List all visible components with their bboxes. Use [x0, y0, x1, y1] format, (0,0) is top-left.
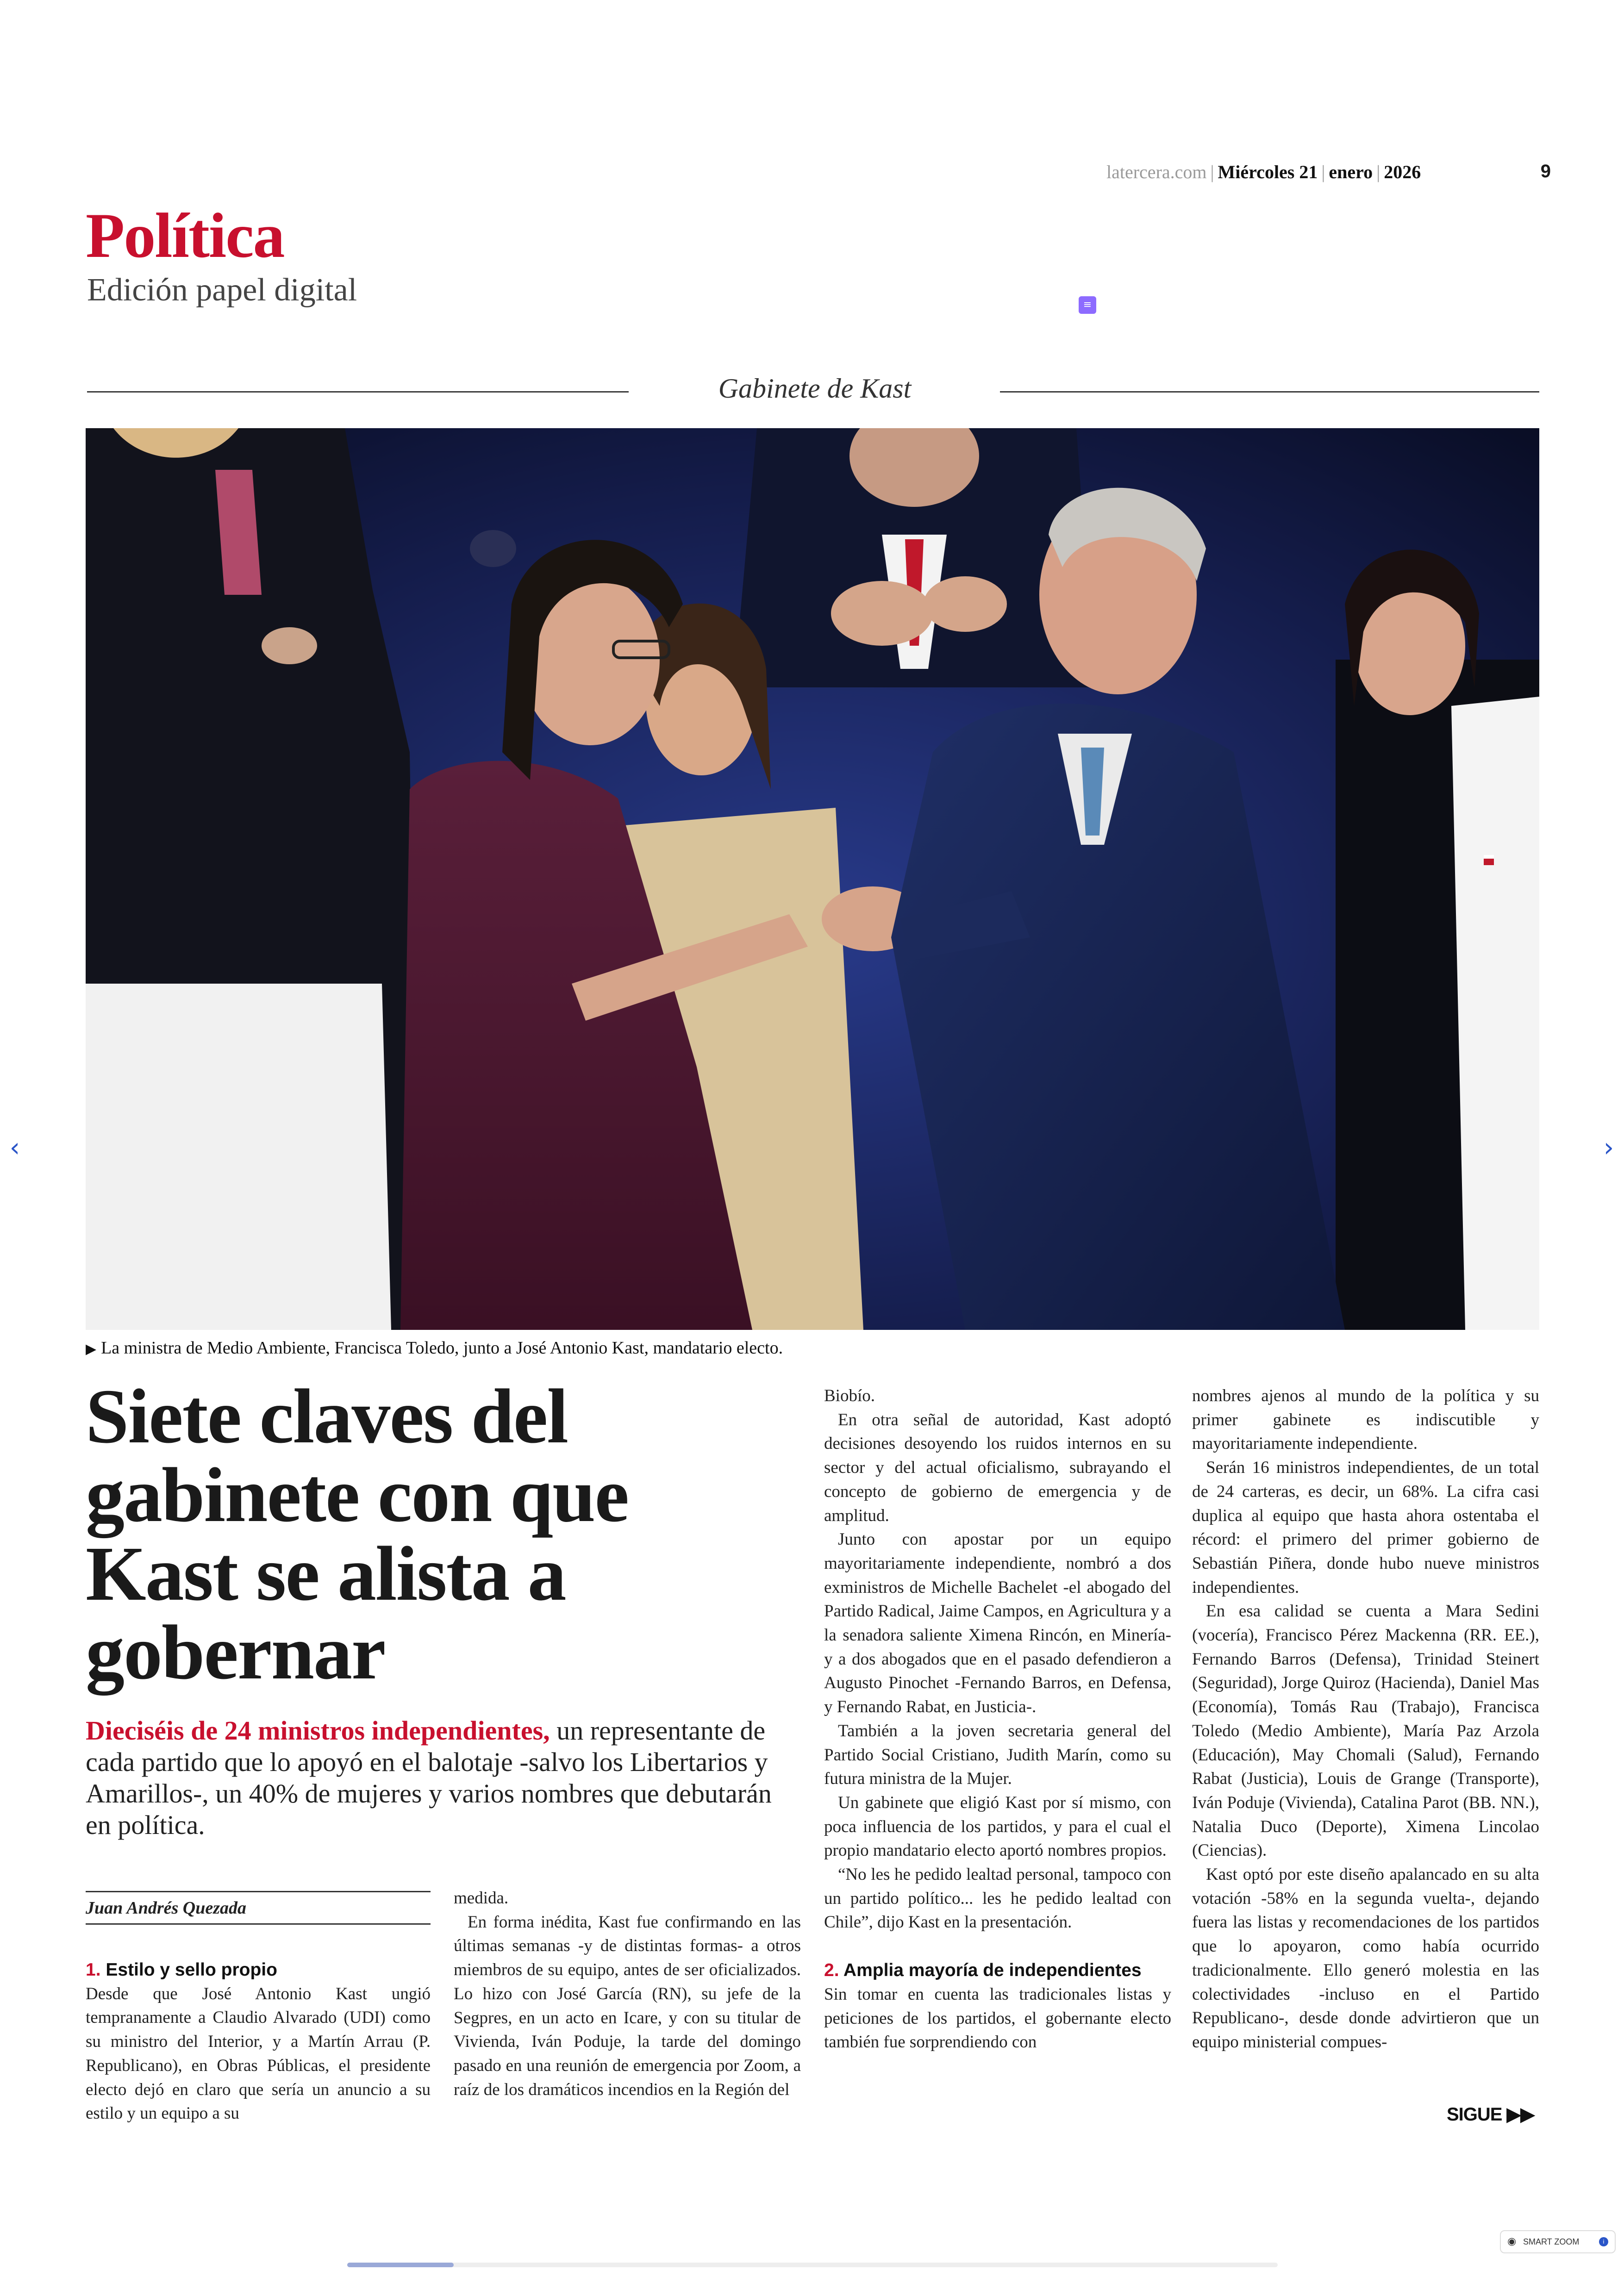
rubric: Gabinete de Kast: [718, 373, 912, 404]
paragraph: En otra señal de autoridad, Kast adoptó decisiones desoyendo los ruidos internos en su sector y del actual oficialismo, subrayando el concepto de gobierno de emergencia y de amplitud.: [824, 1410, 1171, 1525]
section-2-number: 2.: [824, 1960, 839, 1981]
section-2-title: Amplia mayoría de independientes: [839, 1960, 1142, 1981]
rubric-rule-left: [87, 391, 629, 393]
dek-text: un representante de cada partido que lo apoyó en el balotaje -salvo los Libertarios y Amarillos-, un 40% de mujeres y varios nombres que debutarán en política.: [86, 1715, 772, 1840]
page-scrollbar-track[interactable]: [347, 2263, 1278, 2267]
site-name: latercera.com: [1106, 162, 1207, 182]
paragraph: Biobío.: [824, 1386, 875, 1405]
page-scrollbar-thumb[interactable]: [347, 2263, 454, 2267]
date-month: enero: [1329, 162, 1373, 182]
paragraph: Un gabinete que eligió Kast por sí mismo, con poca influencia de los partidos, y para el cual el propio mandatario electo aportó nombres propios.: [824, 1793, 1171, 1860]
smart-zoom-button[interactable]: [1500, 2230, 1616, 2253]
date-year: 2026: [1384, 162, 1421, 182]
headline: Siete claves del gabinete con que Kast se alista a gobernar: [86, 1373, 629, 1696]
caption-text: La ministra de Medio Ambiente, Francisca Toledo, junto a José Antonio Kast, mandatario electo.: [101, 1338, 783, 1358]
section-2-heading: [824, 1958, 1171, 1983]
chevron-right-icon[interactable]: ›: [1603, 1133, 1614, 1163]
section-1-title: Estilo y sello propio: [100, 1960, 277, 1980]
rubric-rule-right: [1000, 391, 1539, 393]
section-1-number: 1.: [86, 1960, 101, 1980]
smart-zoom-label: SMART ZOOM: [1523, 2237, 1580, 2246]
text-column-1: [86, 1958, 431, 2126]
text-column-2: [454, 1886, 801, 2102]
paragraph: Kast optó por este diseño apalancado en su alta votación -58% en la segunda vuelta-, dejando fuera las listas y recomendaciones de los partidos que lo apoyaron, como había ocurrido tradicionalmente. Ello generó molestia en las colectividades -incluso en el Partido Republicano-, desde donde advirtieron que un equipo ministerial compues-: [1192, 1865, 1539, 2052]
paragraph: También a la joven secretaria general del Partido Social Cristiano, Judith Marín, como su futura ministra de la Mujer.: [824, 1721, 1171, 1789]
paragraph: Serán 16 ministros independientes, de un total de 24 carteras, es decir, un 68%. La cifra casi duplica al equipo que hasta ahora ostentaba el récord: el primero del primer gobierno de Sebastián Piñera, donde hubo nueve ministros independientes.: [1192, 1458, 1539, 1597]
byline-rule-top: [86, 1891, 431, 1892]
paragraph: nombres ajenos al mundo de la política y su primer gabinete es indiscutible y mayoritariamente independiente.: [1192, 1386, 1539, 1453]
caption-triangle-icon: ▶: [86, 1341, 97, 1357]
chevron-left-icon[interactable]: ‹: [9, 1133, 20, 1163]
section-title: Política: [86, 200, 284, 271]
continues-marker: SIGUE ▶▶: [1447, 2104, 1535, 2125]
byline: Juan Andrés Quezada: [86, 1898, 247, 1918]
paragraph: Desde que José Antonio Kast ungió tempranamente a Claudio Alvarado (UDI) como su ministro del Interior, y a Martín Arrau (P. Republicano), en Obras Públicas, el presidente electo dejó en claro que sería un anuncio a su estilo y un equipo a su: [86, 1984, 431, 2123]
article-photo: [86, 428, 1539, 1330]
section-1-heading: [86, 1958, 431, 1982]
page-widget-icon[interactable]: ≡: [1079, 296, 1096, 314]
dek: [86, 1715, 789, 1841]
page-meta: latercera.com | Miércoles 21 | enero | 2026 9: [1106, 161, 1551, 182]
paragraph: “No les he pedido lealtad personal, tampoco con un partido político... les he pedido lealtad con Chile”, dijo Kast en la presentación.: [824, 1865, 1171, 1932]
text-column-3: [824, 1384, 1171, 2054]
edition-label: Edición papel digital: [87, 272, 357, 308]
text-column-4: [1192, 1384, 1539, 2054]
page-number: 9: [1540, 161, 1551, 181]
byline-rule-bottom: [86, 1923, 431, 1925]
paragraph: Sin tomar en cuenta las tradicionales listas y peticiones de los partidos, el gobernante electo también fue sorprendiendo con: [824, 1984, 1171, 2052]
paragraph: En forma inédita, Kast fue confirmando en las últimas semanas -y de distintas formas- a otros miembros de su equipo, antes de ser oficializados. Lo hizo con José García (RN), su jefe de la Segpres, en un acto en Icare, y con su titular de Vivienda, Iván Poduje, la tarde del domingo pasado en una reunión de emergencia por Zoom, a raíz de los dramáticos incendios en la Región del: [454, 1912, 801, 2099]
dek-highlight: Dieciséis de 24 ministros independientes,: [86, 1715, 550, 1746]
eye-icon: ◉: [1507, 2236, 1517, 2247]
info-badge: i: [1599, 2237, 1608, 2246]
paragraph: En esa calidad se cuenta a Mara Sedini (vocería), Francisco Pérez Mackenna (RR. EE.), Fernando Barros (Defensa), Trinidad Steinert (Seguridad), Jorge Quiroz (Hacienda), Daniel Mas (Economía), Tomás Rau (Trabajo), Francisca Toledo (Medio Ambiente), María Paz Arzola (Educación), May Chomali (Salud), Fernando Rabat (Justicia), Louis de Grange (Transporte), Iván Poduje (Vivienda), Catalina Parot (BB. NN.), Natalia Duco (Deporte), Ximena Lincolao (Ciencias).: [1192, 1602, 1539, 1860]
paragraph: Junto con apostar por un equipo mayoritariamente independiente, nombró a dos exministros de Michelle Bachelet -el abogado del Partido Radical, Jaime Campos, en Agricultura y a la senadora saliente Ximena Rincón, en Minería- y a dos abogados que en el pasado defendieron a Augusto Pinochet -Fernando Barros, en Defensa, y Fernando Rabat, en Justicia-.: [824, 1530, 1171, 1717]
paragraph: medida.: [454, 1889, 509, 1908]
photo-caption: [86, 1338, 1539, 1358]
date-day: Miércoles 21: [1218, 162, 1318, 182]
